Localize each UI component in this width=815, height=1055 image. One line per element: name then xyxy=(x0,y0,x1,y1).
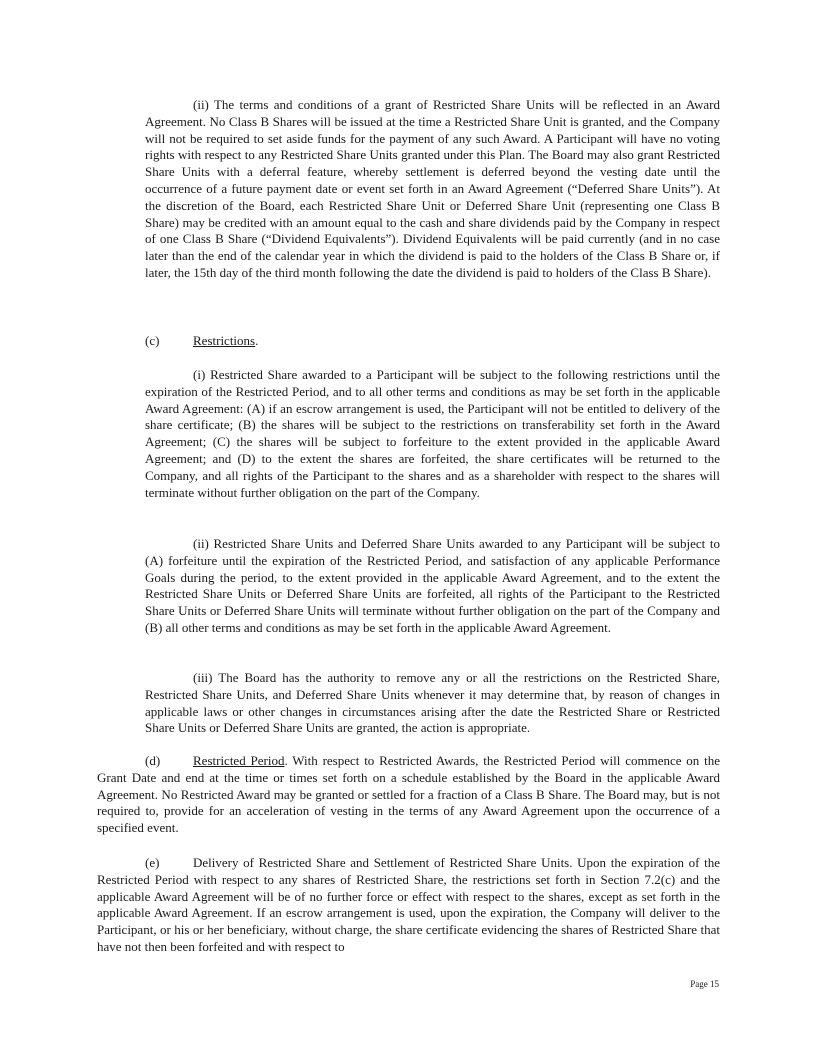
section-e-label: (e) xyxy=(145,855,160,870)
paragraph-e xyxy=(97,855,720,956)
paragraph-d xyxy=(97,753,720,837)
section-d-body: . With respect to Restricted Awards, the Restricted Period will commence on the Grant Date and end at the time or times set forth on a schedule established by the Board in the applicable Award Agreement. No Restricted Award may be granted or settled for a fraction of a Class B Share. The Board may, but is not required to, provide for an acceleration of vesting in the terms of any Award Agreement upon the occurrence of a specified event. xyxy=(97,753,721,836)
page-number: Page 15 xyxy=(690,979,719,989)
paragraph-c-i: (i) Restricted Share awarded to a Participant will be subject to the following restrictions until the expiration of the Restricted Period, and to all other terms and conditions as may be set forth in the applicable Award Agreement: (A) if an escrow arrangement is used, the Participant will not be entitled to delivery of the share certificate; (B) the shares will be subject to the restrictions on transferability set forth in the Award Agreement; (C) the shares will be subject to forfeiture to the extent provided in the applicable Award Agreement; and (D) to the extent the shares are forfeited, the share certificates will be returned to the Company, and all rights of the Participant to the shares and as a shareholder with respect to the shares will terminate without further obligation on the part of the Company. xyxy=(145,367,720,500)
paragraph-b-ii: (ii) The terms and conditions of a grant of Restricted Share Units will be reflected in an Award Agreement. No Class B Shares will be issued at the time a Restricted Share Unit is granted, and the Company will not be required to set aside funds for the payment of any such Award. A Participant will have no voting rights with respect to any Restricted Share Units granted under this Plan. The Board may also grant Restricted Share Units with a deferral feature, whereby settlement is deferred beyond the vesting date until the occurrence of a future payment date or event set forth in an Award Agreement (“Deferred Share Units”). At the discretion of the Board, each Restricted Share Unit or Deferred Share Unit (representing one Class B Share) may be credited with an amount equal to the cash and share dividends paid by the Company in respect of one Class B Share (“Dividend Equivalents”). Dividend Equivalents will be paid currently (and in no case later than the end of the calendar year in which the dividend is paid to the holders of the Class B Share or, if later, the 15th day of the third month following the date the dividend is paid to holders of the Class B Share). xyxy=(145,97,720,280)
paragraph-c-ii: (ii) Restricted Share Units and Deferred Share Units awarded to any Participant will be subject to (A) forfeiture until the expiration of the Restricted Period, and satisfaction of any applicable Performance Goals during the period, to the extent provided in the applicable Award Agreement, and to the extent the Restricted Share Units or Deferred Share Units are forfeited, all rights of the Participant to the Restricted Share Units or Deferred Share Units will terminate without further obligation on the part of the Company and (B) all other terms and conditions as may be set forth in the applicable Award Agreement. xyxy=(145,536,720,635)
section-c-title: Restrictions xyxy=(193,333,256,348)
paragraph-c-iii: (iii) The Board has the authority to remove any or all the restrictions on the Restricted Share, Restricted Share Units, and Deferred Share Units whenever it may determine that, by reason of changes in applicable laws or other changes in circumstances arising after the date the Restricted Share or Restricted Share Units or Deferred Share Units are granted, the action is appropriate. xyxy=(145,670,720,736)
section-e-body: Delivery of Restricted Share and Settlement of Restricted Share Units. Upon the expiration of the Restricted Period with respect to any shares of Restricted Share, the restrictions set forth in Section 7.2(c) and the applicable Award Agreement will be of no further force or effect with respect to the shares, except as set forth in the applicable Award Agreement. If an escrow arrangement is used, upon the expiration, the Company will deliver to the Participant, or his or her beneficiary, without charge, the share certificate evidencing the shares of Restricted Share that have not then been forfeited and with respect to xyxy=(97,855,720,954)
section-d-label: (d) xyxy=(145,753,161,768)
section-c-title-suffix: . xyxy=(255,333,259,348)
section-c-heading xyxy=(145,333,258,350)
section-c-label: (c) xyxy=(145,333,160,348)
section-d-title: Restricted Period xyxy=(193,753,285,768)
